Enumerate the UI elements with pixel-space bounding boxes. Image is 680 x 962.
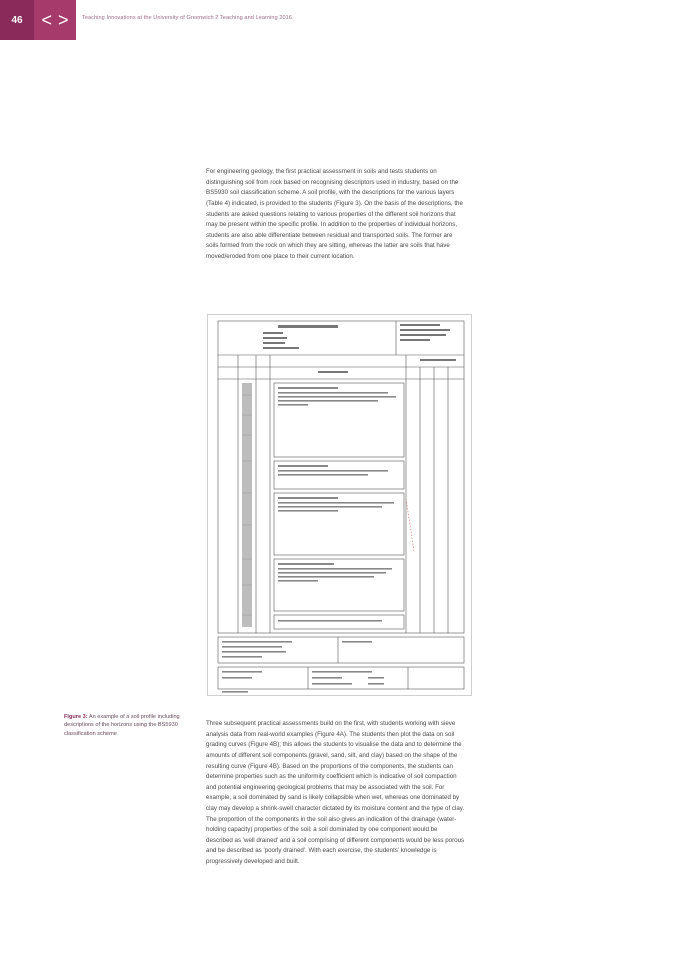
page-navigation xyxy=(34,0,76,40)
body-paragraph-1: For engineering geology, the first practical assessment in soils and tests students on distinguishing soil from rock based on recognising descriptors used in industry, based on the BS5930 soil classification scheme. A soil profile, with the descriptions for the various layers (Table 4) indicated, is provided to the students (Figure 3). On the basis of the descriptions, the students are asked questions relating to various properties of the different soil horizons that may be present within the specific profile. In addition to the properties of individual horizons, students are also able differentiate between residual and transported soils. The former are soils formed from the rock on which they are sitting, whereas the latter are soils that have moved/eroded from one place to their current location. xyxy=(206,168,463,260)
next-page-button[interactable]: > xyxy=(58,10,69,30)
soil-profile-log-image xyxy=(208,315,471,695)
body-paragraph-2: Three subsequent practical assessments build on the first, with students working with sieve analysis data from real-world examples (Figure 4A). The students then plot the data on soil grading curves (Figure 4B); this allows the students to visualise the data and to determine the amounts of different soil components (gravel, sand, silt, and clay) based on the shape of the resulting curve (Figure 4B). Based on the proportions of the components, the students can determine properties such as the uniformity coefficient which is indicative of soil compaction and potential engineering geological problems that may be associated with the soil. For example, a soil dominated by sand is likely collapsible when wet, whereas one dominated by clay may develop a shrink-swell character dictated by its moisture content and the type of clay. The proportion of the components in the soil also gives an indication of the drainage (water-holding capacity) properties of the soil; a soil dominated by one component would be described as 'well drained' and a soil comprising of different components would be less porous and be described as 'poorly drained'. With each exercise, the students' knowledge is progressively developed and built. xyxy=(206,720,465,865)
previous-page-button[interactable]: < xyxy=(41,10,52,30)
top-bar xyxy=(0,0,680,40)
page-number: 46 xyxy=(0,0,34,40)
soil-profile-figure xyxy=(207,314,472,696)
figure-caption xyxy=(64,713,186,738)
running-header: Teaching Innovations at the University of Greenwich 2 Teaching and Learning 2016 xyxy=(82,15,293,21)
figure-caption-text: An example of a soil profile including descriptions of the horizons using the BS5930 classification scheme xyxy=(64,714,180,737)
figure-caption-label: Figure 3: xyxy=(64,714,88,720)
